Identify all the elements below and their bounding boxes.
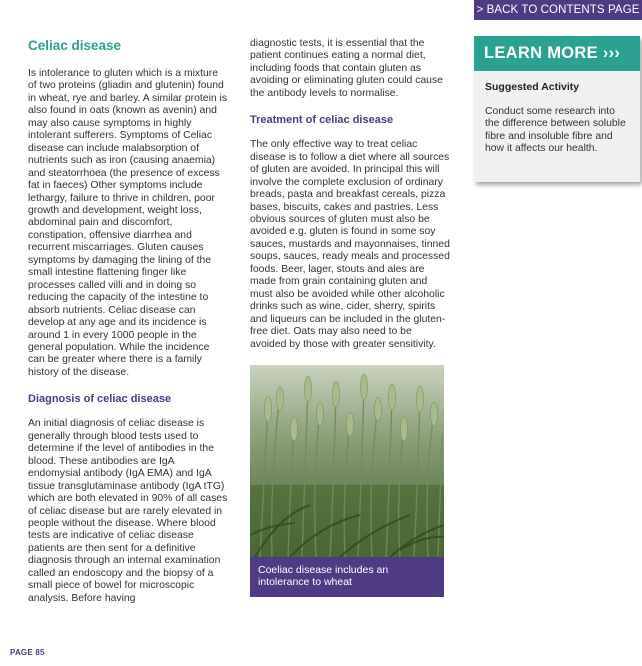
- suggested-activity-heading: Suggested Activity: [485, 81, 580, 93]
- learn-more-title: LEARN MORE: [484, 44, 598, 62]
- treatment-paragraph: The only effective way to treat celiac disease is to follow a diet where all sources of gluten are avoided. In principal this will involve the complete exclusion of ordinary breads, pasta and breakfast cereals, pizza bases, biscuits, cakes and pastries. Less obvious sources of gluten must also be avoided e.g. gluten is found in some soy sauces, mustards and mayonnaises, tinned soups, sauces, ready meals and processed foods. Beer, lager, stouts and ales are made from grain containing gluten and must also be avoided while other alcoholic drinks such as wine, cider, sherry, spirits and liqueurs can be included in the gluten-free diet. Oats may also need to be avoided by those with greater sensitivity.: [250, 139, 450, 350]
- back-to-contents-link[interactable]: > BACK TO CONTENTS PAGE: [474, 0, 642, 20]
- diagnosis-paragraph-continued: diagnostic tests, it is essential that the patient continues eating a normal diet, including foods that contain gluten as avoiding or eliminating gluten could cause the antibody levels to normalise.: [250, 38, 443, 99]
- article-column-2: [250, 38, 450, 597]
- diagnosis-paragraph: An initial diagnosis of celiac disease is generally through blood tests used to determine if the level of antibodies in the blood. These antibodies are IgA endomysial antibody (IgA EMA) and IgA tissue transglutaminase antibody (IgA tTG) which are both elevated in 90% of all cases of celiac disease but are rarely elevated in people without the disease. Where blood tests are indicative of celiac disease patients are then sent for a definitive diagnosis through an internal examination called an endoscopy and the biopsy of a small piece of bowel for microscopic analysis. Before having: [28, 418, 228, 604]
- wheat-field-photo: [250, 365, 444, 557]
- page-label: PAGE: [10, 648, 33, 657]
- article-title: Celiac disease: [28, 38, 122, 53]
- suggested-activity-text: Conduct some research into the difference between soluble fibre and insoluble fibre and how it affects our health.: [485, 106, 626, 155]
- learn-more-header[interactable]: [474, 36, 640, 71]
- page-number: [10, 648, 45, 657]
- learn-more-panel: [474, 36, 640, 182]
- intro-paragraph: Is intolerance to gluten which is a mixture of two proteins (gliadin and glutenin) found in wheat, rye and barley. A similar protein is also found in oats (known as avenin) and may also cause symptoms in highly intolerant sufferers. Symptoms of Celiac disease can include malabsorption of nutrients such as iron (causing anaemia) and steatorrhoea (the presence of excess fat in faeces) Other symptoms include lethargy, failure to thrive in children, poor growth and development, weight loss, abdominal pain and discomfort, constipation, offensive diarrhea and recurrent miscarriages. Gluten causes symptoms by damaging the lining of the small intestine flattening finger like processes called villi and in doing so reducing the capacity of the intestine to absorb nutrients. Celiac disease can develop at any age and its incidence is around 1 in every 1000 people in the general population. While the incidence can be greater where there is a family history of the disease.: [28, 68, 228, 378]
- triple-chevron-icon: ›››: [602, 44, 621, 62]
- article-column-1: [28, 38, 228, 605]
- wheat-photo-figure: [250, 365, 444, 597]
- diagnosis-heading: Diagnosis of celiac disease: [28, 393, 172, 406]
- page-number-value: 85: [35, 648, 45, 657]
- treatment-heading: Treatment of celiac disease: [250, 114, 394, 127]
- photo-caption: Coeliac disease includes an intolerance to wheat: [250, 557, 444, 597]
